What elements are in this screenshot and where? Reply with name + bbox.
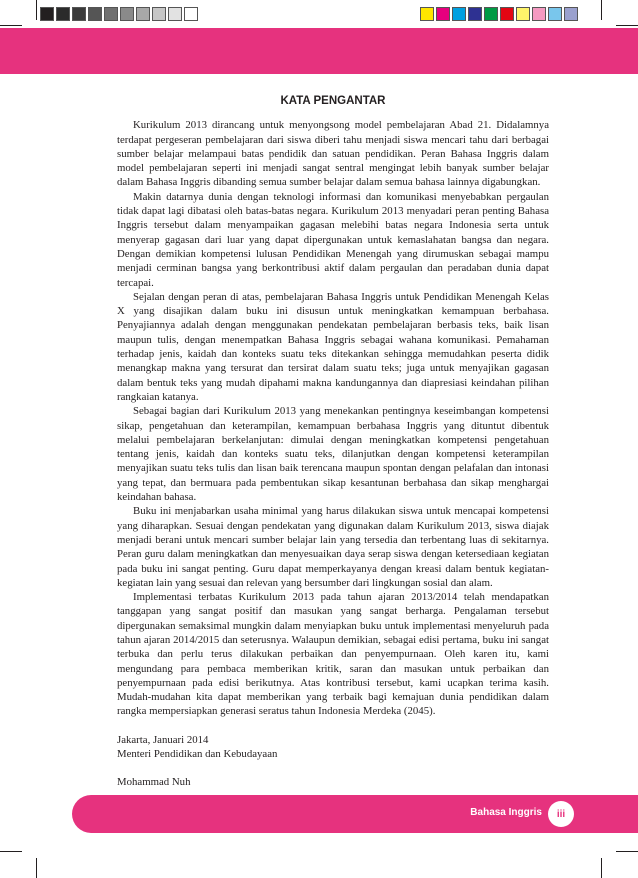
color-swatch [40,7,54,21]
paragraph: Buku ini menjabarkan usaha minimal yang harus dilakukan siswa untuk mencapai kompetensi yang diharapkan. Sesuai dengan pendekatan yang digunakan dalam Kurikulum 2013, siswa diajak menjadi berani untuk mencari sumber belajar lain yang tersedia dan terbentang luas di sekitarnya. Peran guru dalam meningkatkan dan menyesuaikan daya serap siswa dengan ketersediaan kegiatan pada buku ini sangat penting. Guru dapat memperkayanya dengan kreasi dalam bentuk kegiatan-kegiatan lain yang sesuai dan relevan yang bersumber dari lingkungan sosial dan alam. [117,505,549,589]
color-swatch [88,7,102,21]
crop-mark [601,0,602,20]
page-number: iii [548,801,574,827]
crop-mark [36,858,37,878]
paragraph: Sejalan dengan peran di atas, pembelajaran Bahasa Inggris untuk Pendidikan Menengah Kelas X yang disajikan dalam buku ini disusun untuk meningkatkan kemampuan berbahasa. Penyajiannya adalah dengan menggunakan pendekatan pembelajaran berbasis teks, baik lisan maupun tulis, dengan menempatkan Bahasa Inggris sebagai wahana komunikasi. Pemahaman terhadap jenis, kaidah dan konteks suatu teks ditekankan sehingga memudahkan peserta didik menangkap makna yang tersurat dan tersirat dalam suatu teks; juga untuk menyajikan gagasan dalam bentuk teks yang mudah dipahami makna kandungannya dan diapresiasi keindahan pilihan rangkaian katanya. [117,290,549,403]
process-color-bar [420,7,578,21]
crop-mark [0,851,22,852]
color-swatch [500,7,514,21]
page-content [117,94,549,790]
color-swatch [184,7,198,21]
crop-mark [616,851,638,852]
color-swatch [532,7,546,21]
color-swatch [152,7,166,21]
place-date: Jakarta, Januari 2014 [117,733,209,746]
footer-band [72,795,638,833]
color-swatch [104,7,118,21]
color-swatch [136,7,150,21]
crop-mark [616,25,638,26]
crop-mark [0,25,22,26]
paragraph: Implementasi terbatas Kurikulum 2013 pada tahun ajaran 2013/2014 telah mendapatkan tanggapan yang sangat positif dan masukan yang sangat berharga. Pengalaman tersebut dipergunakan semaksimal mungkin dalam menyiapkan buku untuk implementasi menyeluruh pada tahun ajaran 2014/2015 dan seterusnya. Walaupun demikian, sebagai edisi pertama, buku ini sangat terbuka dan perlu terus dilakukan perbaikan dan penyempurnaan. Oleh karen itu, kami mengundang para pembaca memberikan kritik, saran dan masukan untuk perbaikan dan penyempurnaan pada edisi berikutnya. Atas kontribusi tersebut, kami ucapkan terima kasih. Mudah-mudahan kita dapat memberikan yang terbaik bagi kemajuan dunia pendidikan dalam rangka mempersiapkan generasi seratus tahun Indonesia Merdeka (2045). [117,591,549,718]
color-swatch [420,7,434,21]
color-swatch [548,7,562,21]
header-band [0,28,638,74]
color-swatch [120,7,134,21]
crop-mark [36,0,37,20]
color-swatch [168,7,182,21]
signatory-position: Menteri Pendidikan dan Kebudayaan [117,748,278,761]
color-swatch [452,7,466,21]
color-swatch [72,7,86,21]
paragraph: Kurikulum 2013 dirancang untuk menyongsong model pembelajaran Abad 21. Didalamnya terdapat pergeseran pembelajaran dari siswa diberi tahu menjadi siswa mencari tahu dari berbagai sumber belajar melampaui batas pendidik dan satuan pendidikan. Peran Bahasa Inggris dalam model pembelajaran seperti ini menjadi sangat sentral mengingat lebih banyak sumber belajar dalam Bahasa Inggris dibanding semua sumber belajar dalam semua bahasa lainnya digabungkan. [117,119,549,189]
color-swatch [468,7,482,21]
color-swatch [436,7,450,21]
color-swatch [516,7,530,21]
color-swatch [56,7,70,21]
signatory-name: Mohammad Nuh [117,776,191,789]
paragraph: Sebagai bagian dari Kurikulum 2013 yang menekankan pentingnya keseimbangan kompetensi sikap, pengetahuan dan keterampilan, kemampuan berbahasa Inggris yang dituntut dibentuk melalui pembelajaran berkelanjutan: dimulai dengan meningkatkan kompetensi pengetahuan tentang jenis, kaidah dan konteks suatu teks, dilanjutkan dengan kompetensi keterampilan menyajikan suatu teks tulis dan lisan baik terencana maupun spontan dengan pelafalan dan intonasi yang tepat, dan bermuara pada pembentukan sikap kesantunan berbahasa dan sikap menghargai keindahan bahasa. [117,405,549,504]
color-swatch [564,7,578,21]
crop-mark [601,858,602,878]
paragraph: Makin datarnya dunia dengan teknologi informasi dan komunikasi menyebabkan pergaulan tidak dapat lagi dibatasi oleh batas-batas negara. Kurikulum 2013 menyadari peran penting Bahasa Inggris tersebut dalam menyampaikan gagasan melebihi batas negara Indonesia serta untuk menyerap gagasan dari luar yang dapat dipergunakan untuk kemaslahatan bangsa dan negara. Dengan demikian kompetensi lulusan Pendidikan Menengah yang dirumuskan sebagai mampu menjadi cerminan bangsa yang berkontribusi aktif dalam pergaulan dan peradaban dunia dapat tercapai. [117,190,549,289]
color-swatch [484,7,498,21]
footer-book-title: Bahasa Inggris [470,807,542,818]
page-title: KATA PENGANTAR [280,95,386,107]
gray-color-bar [40,7,198,21]
